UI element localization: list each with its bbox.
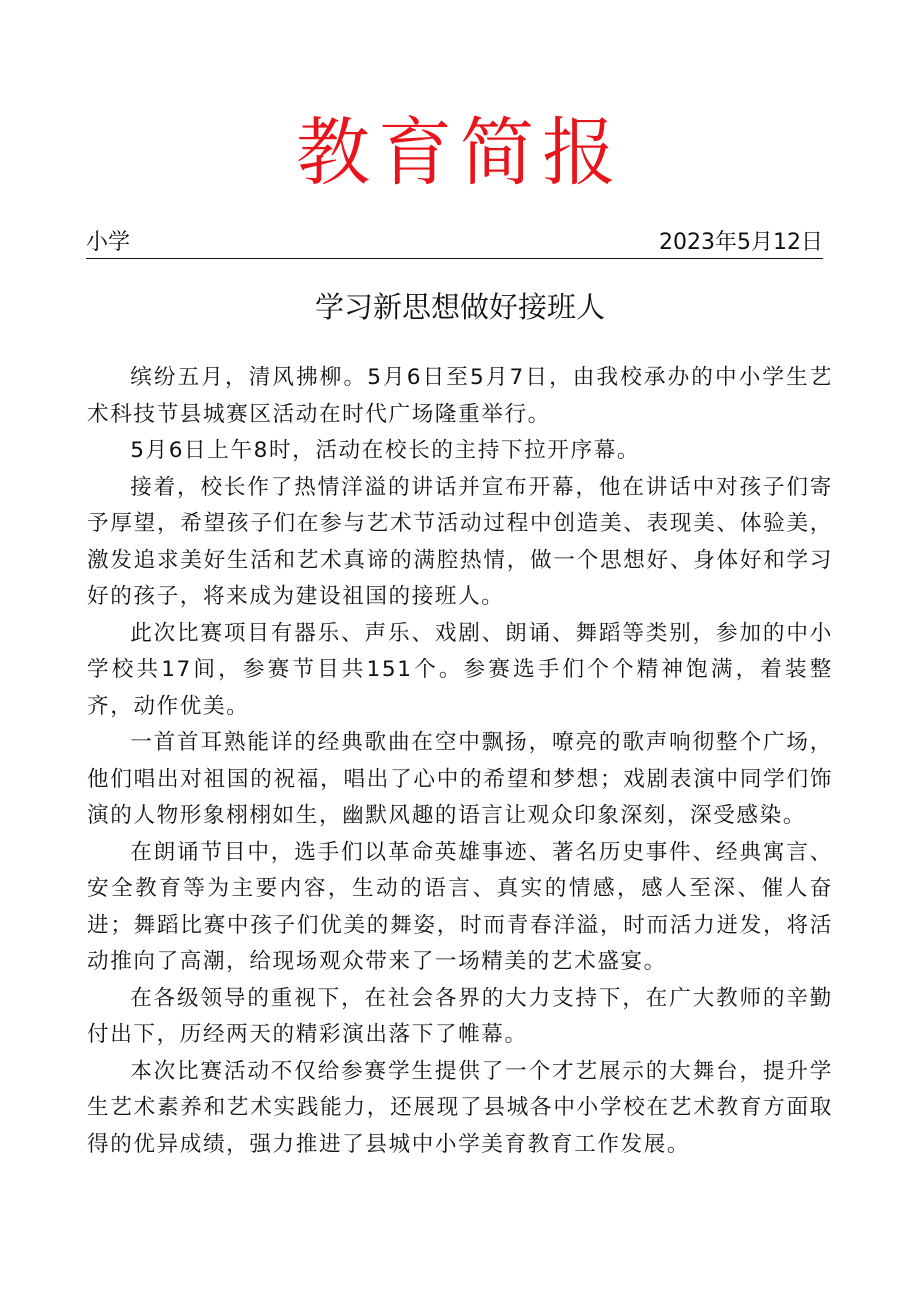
article-body <box>87 360 833 1163</box>
article-headline: 学习新思想做好接班人 <box>314 290 605 324</box>
paragraph: 本次比赛活动不仅给参赛学生提供了一个才艺展示的大舞台，提升学生艺术素养和艺术实践能力，还展现了县城各中小学校在艺术教育方面取得的优异成绩，强力推进了县城中小学美育教育工作发展。 <box>87 1058 833 1157</box>
paragraph: 在朗诵节目中，选手们以革命英雄事迹、著名历史事件、经典寓言、安全教育等为主要内容，生动的语言、真实的情感，感人至深、催人奋进；舞蹈比赛中孩子们优美的舞姿，时而青春洋溢，时而活力迸发，将活动推向了高潮，给现场观众带来了一场精美的艺术盛宴。 <box>87 839 833 974</box>
paragraph: 缤纷五月，清风拂柳。5月6日至5月7日，由我校承办的中小学生艺术科技节县城赛区活动在时代广场隆重举行。 <box>87 365 833 427</box>
paragraph: 5月6日上午8时，活动在校长的主持下拉开序幕。 <box>130 438 641 463</box>
paragraph: 在各级领导的重视下，在社会各界的大力支持下，在广大教师的辛勤付出下，历经两天的精彩演出落下了帷幕。 <box>87 985 833 1047</box>
school-name: 小学 <box>86 230 131 255</box>
issue-date: 2023年5月12日 <box>659 230 823 255</box>
paragraph: 此次比赛项目有器乐、声乐、戏剧、朗诵、舞蹈等类别，参加的中小学校共17间，参赛节目共151个。参赛选手们个个精神饱满，着装整齐，动作优美。 <box>87 620 833 719</box>
masthead-title: 教育简报 <box>296 110 624 196</box>
dateline <box>86 228 823 259</box>
paragraph: 一首首耳熟能详的经典歌曲在空中飘扬，嘹亮的歌声响彻整个广场，他们唱出对祖国的祝福，唱出了心中的希望和梦想；戏剧表演中同学们饰演的人物形象栩栩如生，幽默风趣的语言让观众印象深刻，深受感染。 <box>87 730 833 828</box>
paragraph: 接着，校长作了热情洋溢的讲话并宣布开幕，他在讲话中对孩子们寄予厚望，希望孩子们在参与艺术节活动过程中创造美、表现美、体验美，激发追求美好生活和艺术真谛的满腔热情，做一个思想好、身体好和学习好的孩子，将来成为建设祖国的接班人。 <box>87 474 833 609</box>
